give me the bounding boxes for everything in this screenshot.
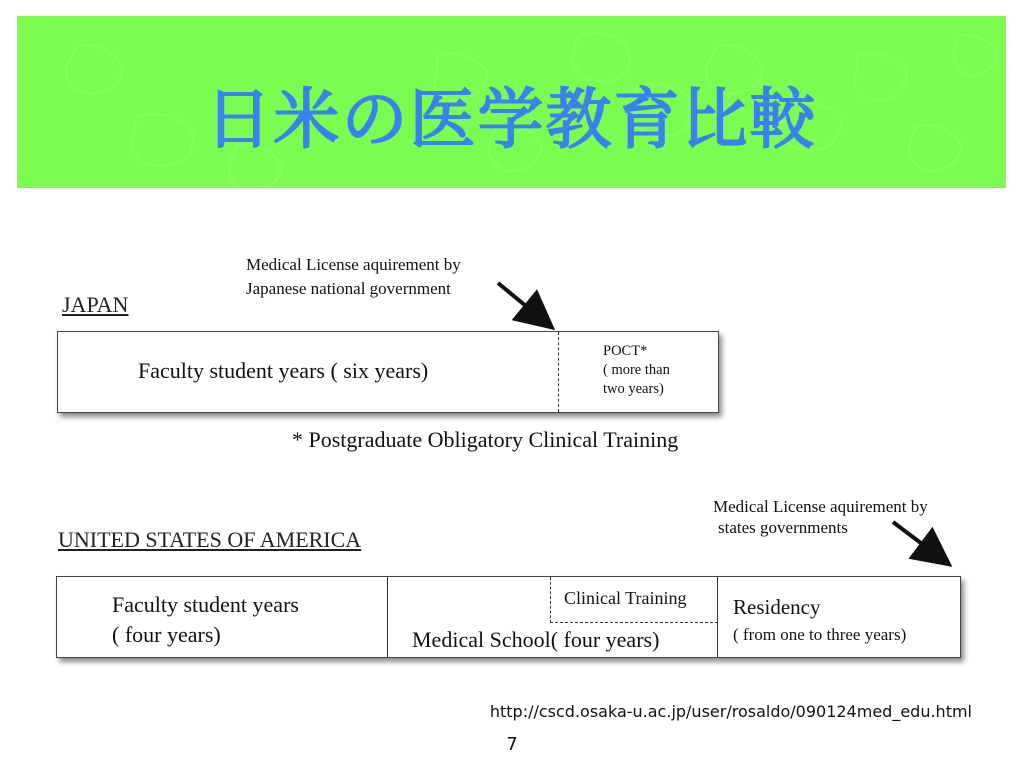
poct-line3: two years) — [603, 381, 664, 397]
usa-faculty-line2: ( four years) — [112, 622, 221, 647]
usa-license-note — [713, 496, 928, 538]
usa-divider-residency — [717, 577, 718, 657]
japan-timeline-box — [57, 331, 719, 413]
japan-poct-segment — [603, 342, 670, 399]
residency-line2: ( from one to three years) — [733, 625, 907, 644]
usa-license-note-line1: Medical License aquirement by — [713, 497, 928, 516]
japan-license-note-line2: Japanese national government — [246, 279, 451, 298]
poct-line1: POCT* — [603, 343, 648, 359]
poct-line2: ( more than — [603, 362, 670, 378]
usa-divider-medical-school — [387, 577, 388, 657]
japan-license-note — [246, 253, 461, 301]
slide-title: 日米の医学教育比較 — [205, 81, 818, 158]
japan-footnote: * Postgraduate Obligatory Clinical Training — [292, 427, 679, 452]
usa-timeline-box — [56, 576, 961, 658]
japan-faculty-years: Faculty student years ( six years) — [138, 358, 429, 383]
japan-heading: JAPAN — [62, 292, 129, 317]
source-url: http://cscd.osaka-u.ac.jp/user/rosaldo/090124med_edu.html — [489, 702, 972, 721]
usa-faculty-years — [112, 590, 299, 650]
usa-heading: UNITED STATES OF AMERICA — [58, 527, 362, 552]
japan-license-note-line1: Medical License aquirement by — [246, 255, 461, 274]
usa-license-note-line2: states governments — [718, 518, 848, 537]
residency-segment — [733, 593, 906, 649]
medical-school-label: Medical School( four years) — [412, 627, 660, 652]
usa-faculty-line1: Faculty student years — [112, 592, 299, 617]
residency-line1: Residency — [733, 595, 821, 619]
japan-license-divider — [558, 332, 559, 412]
clinical-training-label: Clinical Training — [564, 588, 687, 608]
page-number: 7 — [506, 734, 518, 755]
japan-license-arrow — [498, 283, 549, 325]
